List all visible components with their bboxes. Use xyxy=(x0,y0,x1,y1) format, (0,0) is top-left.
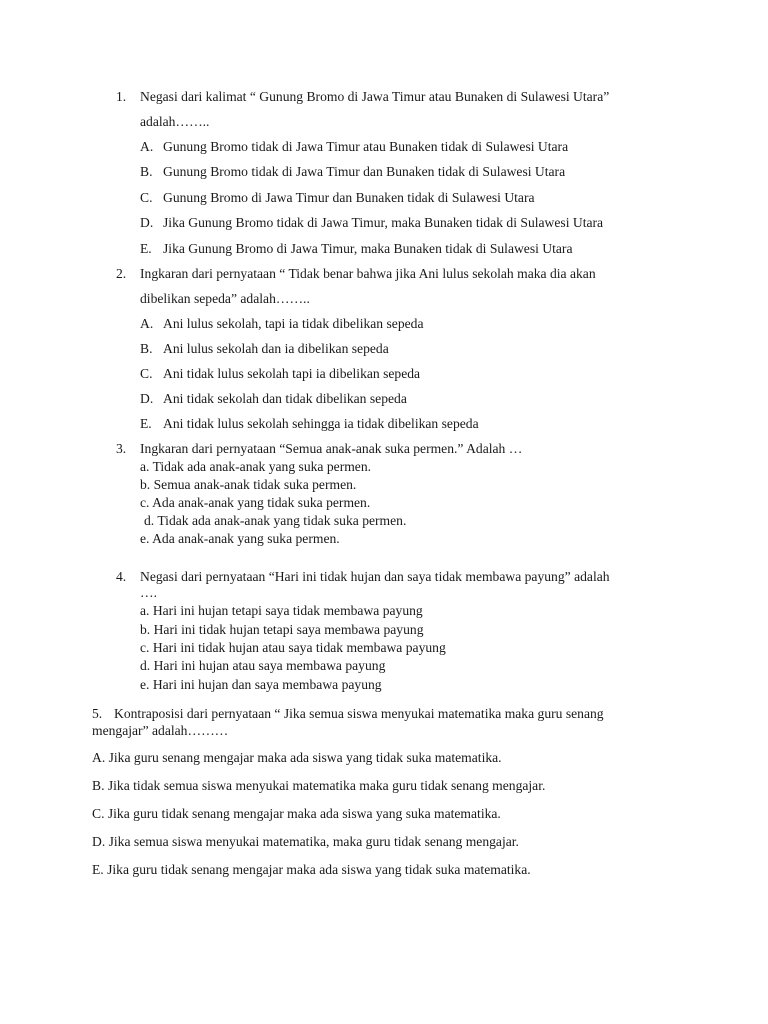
option-item: d. Hari ini hujan atau saya membawa payung xyxy=(140,658,386,673)
question-number: 2. xyxy=(116,266,127,281)
option-item: E. Jika guru tidak senang mengajar maka ada siswa yang tidak suka matematika. xyxy=(92,862,531,877)
option-item: d. Tidak ada anak-anak yang tidak suka permen. xyxy=(144,513,407,528)
option-item: c. Ada anak-anak yang tidak suka permen. xyxy=(140,495,371,510)
question-stem-continued: …. xyxy=(140,585,157,600)
question-number: 4. xyxy=(116,569,127,584)
option-item: c. Hari ini tidak hujan atau saya tidak membawa payung xyxy=(140,640,446,655)
option-letter: A. xyxy=(140,139,154,154)
option-text: Gunung Bromo tidak di Jawa Timur atau Bunaken tidak di Sulawesi Utara xyxy=(163,139,569,154)
option-item: B. Jika tidak semua siswa menyukai matematika maka guru tidak senang mengajar. xyxy=(92,778,546,793)
question-number: 1. xyxy=(116,89,127,104)
question-stem: Negasi dari pernyataan “Hari ini tidak hujan dan saya tidak membawa payung” adalah xyxy=(140,569,610,584)
question-stem-continued: dibelikan sepeda” adalah…….. xyxy=(140,291,310,306)
option-letter: C. xyxy=(140,190,153,205)
question-number: 5. xyxy=(92,706,103,721)
option-text: Jika Gunung Bromo tidak di Jawa Timur, maka Bunaken tidak di Sulawesi Utara xyxy=(163,215,604,230)
option-item: e. Hari ini hujan dan saya membawa payung xyxy=(140,677,382,692)
question-stem-continued: adalah…….. xyxy=(140,114,210,129)
option-text: Ani lulus sekolah dan ia dibelikan sepeda xyxy=(163,341,389,356)
option-text: Ani tidak sekolah dan tidak dibelikan sepeda xyxy=(163,391,407,406)
option-text: Gunung Bromo tidak di Jawa Timur dan Bunaken tidak di Sulawesi Utara xyxy=(163,164,566,179)
option-item: b. Semua anak-anak tidak suka permen. xyxy=(140,477,357,492)
option-letter: D. xyxy=(140,215,154,230)
option-letter: E. xyxy=(140,241,152,256)
question-number: 3. xyxy=(116,441,127,456)
question-stem-continued: mengajar” adalah……… xyxy=(92,723,229,738)
option-letter: B. xyxy=(140,164,153,179)
option-text: Ani tidak lulus sekolah tapi ia dibelikan sepeda xyxy=(163,366,421,381)
option-text: Ani tidak lulus sekolah sehingga ia tidak dibelikan sepeda xyxy=(163,416,479,431)
option-letter: D. xyxy=(140,391,154,406)
question-stem: Negasi dari kalimat “ Gunung Bromo di Jawa Timur atau Bunaken di Sulawesi Utara” xyxy=(140,89,610,104)
option-item: b. Hari ini tidak hujan tetapi saya membawa payung xyxy=(140,622,424,637)
option-letter: C. xyxy=(140,366,153,381)
question-stem: Ingkaran dari pernyataan “Semua anak-anak suka permen.” Adalah … xyxy=(140,441,523,456)
option-text: Ani lulus sekolah, tapi ia tidak dibelikan sepeda xyxy=(163,316,424,331)
option-text: Jika Gunung Bromo di Jawa Timur, maka Bunaken tidak di Sulawesi Utara xyxy=(163,241,573,256)
option-item: C. Jika guru tidak senang mengajar maka ada siswa yang suka matematika. xyxy=(92,806,501,821)
option-item: a. Hari ini hujan tetapi saya tidak membawa payung xyxy=(140,603,423,618)
option-item: A. Jika guru senang mengajar maka ada siswa yang tidak suka matematika. xyxy=(92,750,502,765)
option-letter: E. xyxy=(140,416,152,431)
option-letter: A. xyxy=(140,316,154,331)
question-stem: Ingkaran dari pernyataan “ Tidak benar bahwa jika Ani lulus sekolah maka dia akan xyxy=(140,266,596,281)
option-letter: B. xyxy=(140,341,153,356)
option-text: Gunung Bromo di Jawa Timur dan Bunaken tidak di Sulawesi Utara xyxy=(163,190,535,205)
option-item: e. Ada anak-anak yang suka permen. xyxy=(140,531,340,546)
option-item: a. Tidak ada anak-anak yang suka permen. xyxy=(140,459,372,474)
question-stem: Kontraposisi dari pernyataan “ Jika semua siswa menyukai matematika maka guru senang xyxy=(114,706,604,721)
option-item: D. Jika semua siswa menyukai matematika, maka guru tidak senang mengajar. xyxy=(92,834,519,849)
